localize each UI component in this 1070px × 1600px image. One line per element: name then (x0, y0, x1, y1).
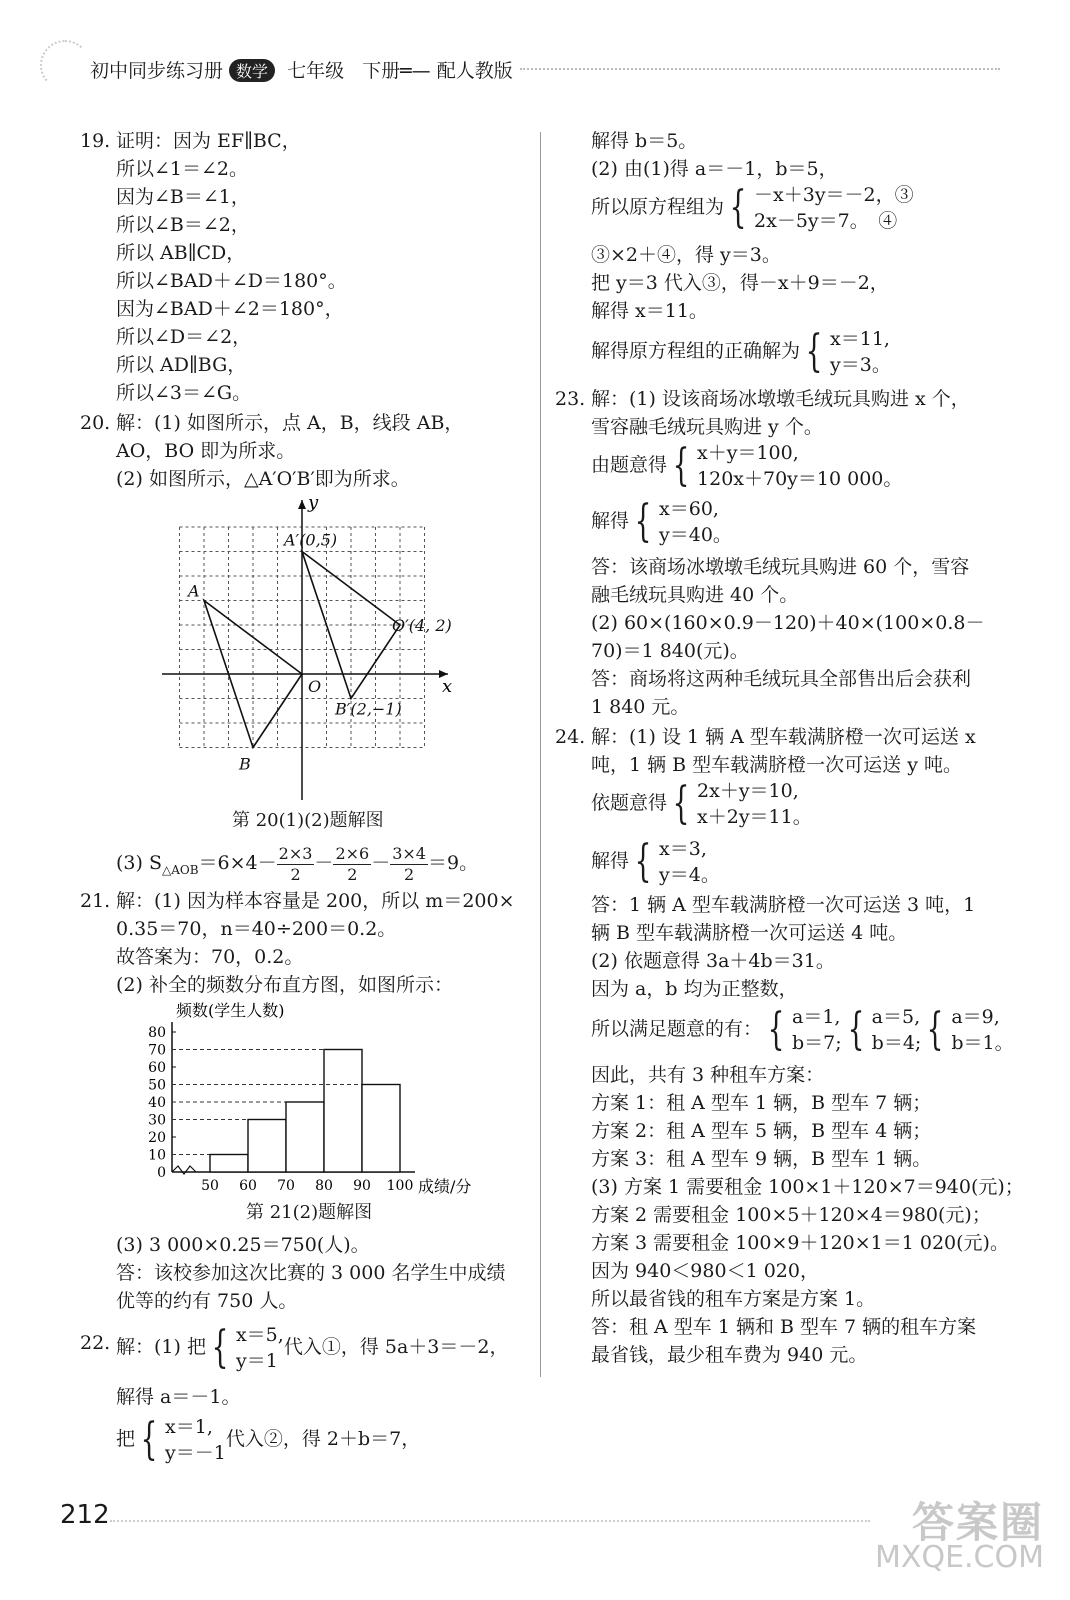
r-text: 解得原方程组的正确解为 (591, 340, 801, 362)
header-rule (520, 68, 1000, 70)
q19-line: 因为∠B＝∠1， (116, 186, 250, 208)
q22-text: 解：(1) 把 (116, 1336, 206, 1358)
equation-system (951, 1004, 1013, 1056)
q23-line: 答：该商场冰墩墩毛绒玩具购进 60 个，雪容 (591, 556, 970, 578)
equation: x＝60, (659, 498, 719, 520)
equation: 2x＋y＝10, (697, 780, 799, 802)
equation: y＝－1 (165, 1442, 226, 1464)
coordinate-figure (150, 490, 470, 810)
x-tick-label: 90 (353, 1178, 371, 1194)
area-formula (116, 840, 478, 893)
area-symbol: (3) S (116, 852, 162, 874)
equation: y＝40。 (659, 524, 732, 546)
grade: 七年级 (287, 60, 345, 82)
q20-line: AO，BO 即为所求。 (116, 440, 296, 462)
equation: x＝11, (830, 328, 890, 350)
page-header: 初中同步练习册 数学 七年级 下册═— 配人教版 (90, 60, 513, 82)
x-tick-label: 70 (277, 1178, 295, 1194)
q23-line: 解：(1) 设该商场冰墩墩毛绒玩具购进 x 个， (591, 388, 970, 410)
q21-line: (2) 补全的频数分布直方图，如图所示： (116, 974, 453, 996)
q23-line: 雪容融毛绒玩具购进 y 个。 (591, 416, 823, 438)
r-line: ③×2＋④，得 y＝3。 (591, 244, 781, 266)
equation: x＝5, (235, 1324, 284, 1346)
r-line: 解得 b＝5。 (591, 130, 698, 152)
q23-line: 答：商场将这两种毛绒玩具全部售出后会获利 (591, 668, 972, 690)
y-tick-label: 20 (148, 1130, 166, 1146)
q22-text: 代入①，得 5a＋3＝－2， (283, 1336, 509, 1358)
equation: 2x－5y＝7。 ④ (754, 210, 898, 232)
brace: { (672, 778, 690, 829)
q22-number: 22. (80, 1332, 111, 1354)
equation-system (659, 496, 732, 548)
q22-text: 把 (116, 1428, 136, 1450)
q24-line: 辆 B 型车载满脐橙一次可运送 4 吨。 (591, 922, 908, 944)
q24-line: 所以最省钱的租车方案是方案 1。 (591, 1288, 876, 1310)
equation: x＋2y＝11。 (697, 806, 812, 828)
equation: b＝1。 (951, 1032, 1014, 1054)
denominator: 2 (290, 864, 301, 884)
equation-system (872, 1004, 922, 1056)
q19-line: 所以∠B＝∠2， (116, 214, 250, 236)
y-tick-label: 50 (148, 1077, 166, 1094)
equation: x＝1, (165, 1416, 213, 1438)
fig21-caption: 第 21(2)题解图 (246, 1202, 373, 1223)
axis-break (172, 1166, 196, 1174)
q22-line (116, 1322, 508, 1374)
equation: b＝7; (792, 1032, 842, 1054)
q23-number: 23. (555, 388, 586, 410)
q24-line: 方案 3 需要租金 100×9＋120×1＝1 020(元)。 (591, 1232, 1009, 1254)
q24-line (591, 778, 812, 830)
equation: a＝5, (871, 1006, 921, 1028)
y-axis-label: y (308, 492, 319, 513)
q23-line: 1 840 元。 (591, 696, 690, 718)
denominator: 2 (404, 864, 415, 884)
equation: a＝9, (951, 1006, 1000, 1028)
q24-line: 因为 940＜980＜1 020， (591, 1260, 819, 1282)
q19-line: 所以 AB∥CD， (116, 242, 246, 264)
q19-line: 所以∠BAD＋∠D＝180°。 (116, 270, 347, 292)
equation-system (236, 1322, 284, 1374)
brace: { (634, 496, 652, 547)
brace: { (729, 182, 747, 233)
equation: 120x＋70y＝10 000。 (697, 468, 903, 490)
q24-line: 方案 3：租 A 型车 9 辆，B 型车 1 辆。 (591, 1148, 932, 1170)
q24-line: (3) 方案 1 需要租金 100×1＋120×7＝940(元)； (591, 1176, 1024, 1198)
area-term: ＝6×4－ (198, 852, 277, 874)
q21-line: (3) 3 000×0.25＝750(人)。 (116, 1234, 370, 1256)
r-line (591, 326, 891, 378)
brace: { (634, 836, 652, 887)
point-label: O′(4, 2) (392, 616, 452, 635)
equation: b＝4; (871, 1032, 922, 1054)
point-label: B (239, 754, 251, 774)
r-text: 解得 (591, 510, 630, 532)
y-tick-label: 70 (148, 1042, 166, 1059)
q22-line: 解得 a＝－1。 (116, 1386, 241, 1408)
numerator: 2×6 (335, 843, 370, 863)
brace: { (672, 440, 690, 491)
fraction (277, 844, 315, 885)
histogram-bar (362, 1085, 400, 1173)
book-title: 初中同步练习册 (90, 60, 224, 82)
r-text: 由题意得 (591, 454, 668, 476)
y-tick-label: 60 (148, 1060, 166, 1076)
area-result: ＝9。 (427, 852, 479, 874)
q23-line: 70)＝1 840(元)。 (591, 640, 749, 662)
r-text: 所以原方程组为 (591, 196, 725, 218)
q23-line: (2) 60×(160×0.9－120)＋40×(100×0.8－ (591, 612, 985, 634)
r-line: (2) 由(1)得 a＝－1，b＝5， (591, 158, 838, 180)
page-number: 212 (60, 1500, 110, 1530)
q23-line: 融毛绒玩具购进 40 个。 (591, 584, 799, 606)
equation: －x＋3y＝－2，③ (754, 184, 914, 206)
q19-line: 所以 AD∥BG， (116, 354, 247, 376)
y-tick-label: 0 (157, 1165, 166, 1181)
area-subscript: △AOB (161, 862, 199, 877)
fraction (333, 844, 371, 885)
q23-line (591, 440, 902, 492)
q23-line (591, 496, 732, 548)
x-tick-label: 100 (386, 1178, 414, 1194)
equation: y＝4。 (659, 864, 720, 886)
watermark-url: MXQE.COM (875, 1540, 1044, 1575)
q22-text: 代入②，得 2＋b＝7， (225, 1428, 421, 1450)
q21-line: 0.35＝70，n＝40÷200＝0.2。 (116, 918, 397, 940)
q24-line: 因为 a，b 均为正整数， (591, 978, 798, 1000)
denominator: 2 (347, 864, 358, 884)
q24-line (591, 836, 720, 888)
brace: { (140, 1414, 158, 1465)
q21-number: 21. (80, 890, 111, 912)
histogram-bar (324, 1050, 362, 1173)
r-line: 解得 x＝11。 (591, 300, 708, 322)
equation: a＝1, (792, 1006, 841, 1028)
q19-line: 所以∠D＝∠2， (116, 326, 252, 348)
q24-line: 方案 2 需要租金 100×5＋120×4＝980(元)； (591, 1204, 991, 1226)
equation: y＝3。 (830, 354, 891, 376)
q20-line: (2) 如图所示，△A′O′B′即为所求。 (116, 468, 410, 490)
q24-line: 解：(1) 设 1 辆 A 型车载满脐橙一次可运送 x (591, 726, 976, 748)
y-axis-label: 频数(学生人数) (176, 1001, 285, 1020)
column-divider (540, 132, 541, 1377)
y-axis-arrow (298, 500, 306, 509)
y-tick-label: 80 (148, 1025, 166, 1041)
equation-system (659, 836, 720, 888)
r-line: 把 y＝3 代入③，得－x＋9＝－2， (591, 272, 889, 294)
x-tick-label: 50 (201, 1178, 219, 1194)
q24-line: 因此，共有 3 种租车方案： (591, 1064, 825, 1086)
point-label: A′(0,5) (284, 530, 338, 550)
brace: { (805, 326, 823, 377)
q24-line: 方案 1：租 A 型车 1 辆，B 型车 7 辆； (591, 1092, 932, 1114)
q21-line: 解：(1) 因为样本容量是 200，所以 m＝200× (116, 890, 515, 912)
q24-line: 吨，1 辆 B 型车载满脐橙一次可运送 y 吨。 (591, 754, 962, 776)
equation-system (697, 778, 812, 830)
q19-line: 因为∠BAD＋∠2＝180°， (116, 298, 344, 320)
fig20-caption: 第 20(1)(2)题解图 (232, 810, 384, 831)
equation-system (754, 182, 914, 234)
q24-line: (2) 依题意得 3a＋4b＝31。 (591, 950, 835, 972)
header-ornament (40, 40, 90, 90)
y-tick-label: 40 (148, 1095, 166, 1111)
q24-line: 最省钱，最少租车费为 940 元。 (591, 1344, 868, 1366)
brace: { (767, 1004, 785, 1055)
r-text: 解得 (591, 850, 630, 872)
equation: x＋y＝100, (697, 442, 799, 464)
x-tick-label: 80 (315, 1178, 333, 1194)
r-text: 依题意得 (591, 792, 668, 814)
histogram-bar (248, 1120, 286, 1173)
histogram-bar (286, 1102, 324, 1172)
q20-number: 20. (80, 412, 111, 434)
r-text: 所以满足题意的有： (591, 1018, 763, 1040)
equation-system (830, 326, 891, 378)
x-axis-label: 成绩/分 (418, 1177, 472, 1196)
q20-line: 解：(1) 如图所示，点 A，B，线段 AB， (116, 412, 464, 434)
equation: x＝3, (659, 838, 707, 860)
fraction (390, 844, 428, 885)
equation-system (697, 440, 902, 492)
x-tick-label: 60 (239, 1178, 257, 1194)
q21-line: 故答案为：70，0.2。 (116, 946, 304, 968)
q19-number: 19. (80, 130, 111, 152)
watermark-logo: 答案圈 (911, 1498, 1044, 1547)
q24-line (591, 1004, 1014, 1056)
q19-line: 所以∠3＝∠G。 (116, 382, 252, 404)
q19-line: 所以∠1＝∠2。 (116, 158, 249, 180)
subject-badge: 数学 (229, 59, 275, 82)
brace: { (926, 1004, 944, 1055)
equation-system (792, 1004, 842, 1056)
equation: y＝1 (235, 1350, 278, 1372)
edition: 配人教版 (436, 60, 513, 82)
point-label: A (188, 581, 200, 601)
q21-line: 答：该校参加这次比赛的 3 000 名学生中成绩 (116, 1262, 506, 1284)
y-tick-label: 30 (148, 1112, 166, 1129)
x-axis-label: x (442, 676, 453, 697)
q24-line: 答：1 辆 A 型车载满脐橙一次可运送 3 吨，1 (591, 894, 976, 916)
histogram-chart (140, 1000, 510, 1200)
minus: － (314, 852, 334, 874)
equation-system (165, 1414, 226, 1466)
numerator: 2×3 (278, 843, 313, 863)
q24-line: 方案 2：租 A 型车 5 辆，B 型车 4 辆； (591, 1120, 932, 1142)
brace: { (211, 1322, 229, 1373)
q24-number: 24. (555, 726, 586, 748)
q24-line: 答：租 A 型车 1 辆和 B 型车 7 辆的租车方案 (591, 1316, 977, 1338)
histogram-bar (210, 1155, 248, 1173)
brace: { (847, 1004, 865, 1055)
q22-line (116, 1414, 420, 1466)
numerator: 3×4 (392, 843, 426, 863)
footer-rule (110, 1520, 870, 1522)
minus: － (371, 852, 391, 874)
r-line (591, 182, 914, 234)
point-label: O (308, 677, 322, 696)
volume: 下册 (362, 60, 401, 82)
point-label: B′(2,−1) (335, 699, 402, 719)
q19-line: 证明：因为 EF∥BC， (116, 130, 301, 152)
q21-line: 优等的约有 750 人。 (116, 1290, 298, 1312)
y-tick-label: 10 (148, 1147, 166, 1164)
